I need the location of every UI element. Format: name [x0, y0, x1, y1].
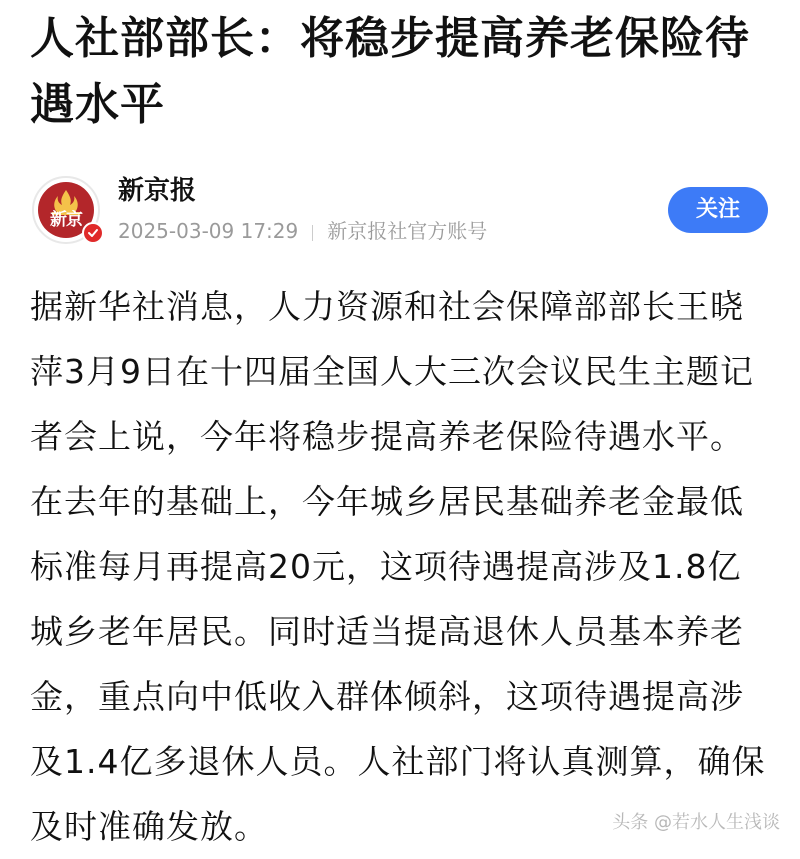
- avatar-label: 新京: [50, 210, 82, 230]
- verified-badge-icon: [82, 222, 104, 244]
- account-type: 新京报社官方账号: [327, 219, 488, 243]
- watermark: 头条 @若水人生浅谈: [612, 812, 780, 833]
- article-body: 据新华社消息，人力资源和社会保障部部长王晓萍3月9日在十四届全国人大三次会议民生主题记者会上说，今年将稳步提高养老保险待遇水平。在去年的基础上，今年城乡居民基础养老金最低标准每月再提高20元，这项待遇提高涉及1.8亿城乡老年居民。同时适当提高退休人员基本养老金，重点向中低收入群体倾斜，这项待遇提高涉及1.4亿多退休人员。人社部门将认真测算，确保及时准确发放。: [30, 287, 766, 846]
- source-name[interactable]: 新京报: [118, 176, 197, 206]
- article-meta: [118, 218, 487, 244]
- follow-button[interactable]: 关注: [668, 187, 768, 233]
- article-title: 人社部部长：将稳步提高养老保险待遇水平: [30, 13, 750, 130]
- publish-time: 2025-03-09 17:29: [118, 219, 299, 243]
- author-info: [32, 172, 772, 252]
- meta-divider: [312, 225, 313, 241]
